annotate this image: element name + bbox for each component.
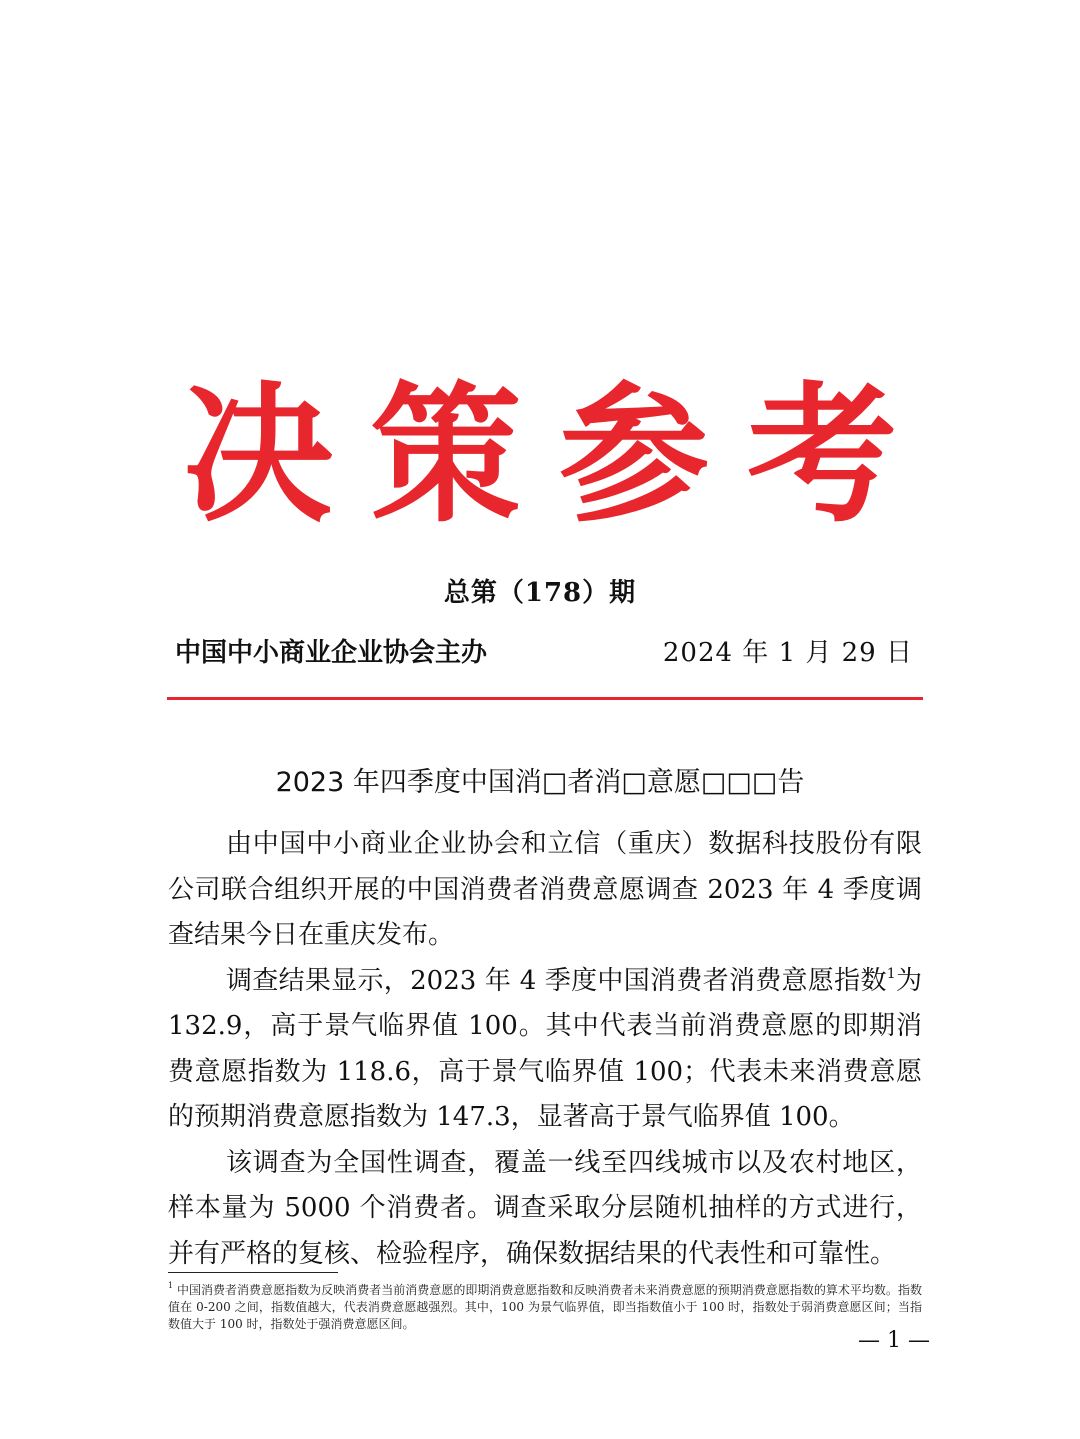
- footnote: [168, 1282, 922, 1333]
- document-body: [168, 822, 922, 1277]
- footnote-marker: 1: [168, 1281, 174, 1290]
- masthead-title: 决策参考: [182, 367, 935, 543]
- page-number: — 1 —: [858, 1328, 930, 1353]
- paragraph-results: [168, 959, 922, 1141]
- results-text-end: 为 132.9，高于景气临界值 100。其中代表当前消费意愿的即期消费意愿指数为 118.6，高于景气临界值 100；代表未来消费意愿的预期消费意愿指数为 147.3，显著高于景气临界值 100。: [168, 965, 922, 1132]
- sponsor-label: 中国中小商业企业协会主办: [175, 638, 488, 668]
- sponsor-row: [175, 632, 913, 672]
- paragraph-intro: 由中国中小商业企业协会和立信（重庆）数据科技股份有限公司联合组织开展的中国消费者消费意愿调查 2023 年 4 季度调查结果今日在重庆发布。: [168, 829, 922, 950]
- header-divider: [167, 697, 923, 700]
- footnote-text: 中国消费者消费意愿指数为反映消费者当前消费意愿的即期消费意愿指数和反映消费者未来消费意愿的预期消费意愿指数的算术平均数。指数值在 0-200 之间，指数值越大，代表消费意愿越强烈。其中，100 为景气临界值，即当指数值小于 100 时，指数处于弱消费意愿区间；当指数值大于 100 时，指数处于强消费意愿区间。: [168, 1283, 922, 1331]
- footnote-divider: [168, 1272, 338, 1273]
- issue-number: 总第（178）期: [443, 578, 637, 608]
- footnote-ref[interactable]: 1: [886, 965, 896, 982]
- paragraph-methodology: 该调查为全国性调查，覆盖一线至四线城市以及农村地区，样本量为 5000 个消费者。调查采取分层随机抽样的方式进行，并有严格的复核、检验程序，确保数据结果的代表性和可靠性。: [168, 1147, 922, 1269]
- results-text-start: 调查结果显示，2023 年 4 季度中国消费者消费意愿指数: [226, 965, 887, 996]
- publish-date: 2024 年 1 月 29 日: [662, 638, 913, 668]
- document-title: 2023 年四季度中国消□者消□意愿□□□告: [275, 767, 805, 798]
